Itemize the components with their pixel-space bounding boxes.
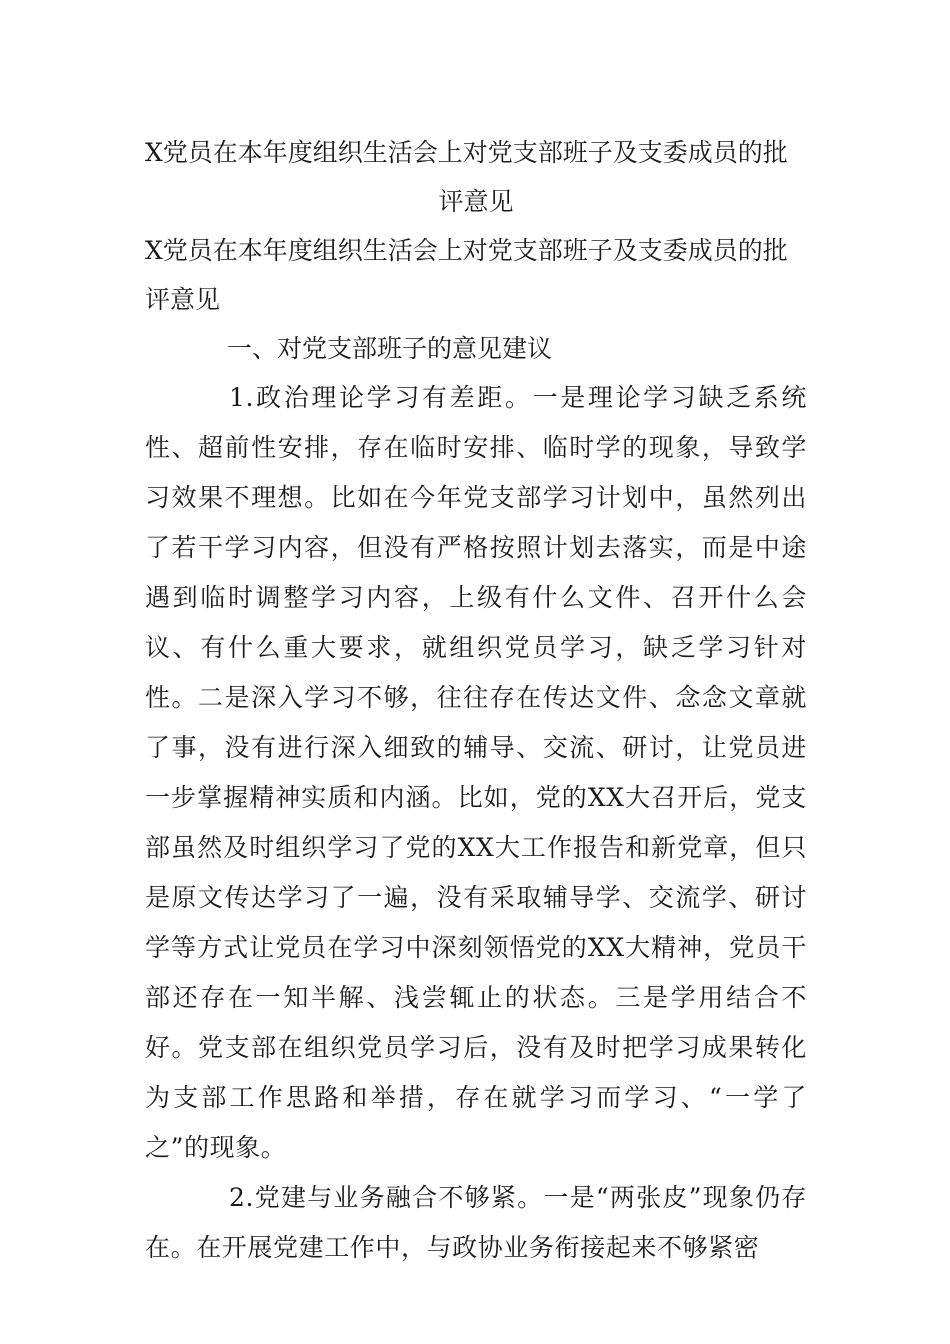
document-page: [145, 128, 807, 1273]
document-subtitle-line2: 评意见: [145, 285, 221, 314]
document-subtitle: [145, 226, 807, 324]
paragraph-2: 2.党建与业务融合不够紧。一是“两张皮”现象仍存在。在开展党建工作中，与政协业务衔接起来不够紧密: [145, 1183, 807, 1262]
document-title-line2: 评意见: [438, 187, 514, 216]
section-heading: 一、对党支部班子的意见建议: [227, 334, 553, 363]
paragraph-1: 1.政治理论学习有差距。一是理论学习缺乏系统性、超前性安排，存在临时安排、临时学的现象，导致学习效果不理想。比如在今年党支部学习计划中，虽然列出了若干学习内容，但没有严格按照计划去落实，而是中途遇到临时调整学习内容，上级有什么文件、召开什么会议、有什么重大要求，就组织党员学习，缺乏学习针对性。二是深入学习不够，往往存在传达文件、念念文章就了事，没有进行深入细致的辅导、交流、研讨，让党员进一步掌握精神实质和内涵。比如，党的XX大召开后，党支部虽然及时组织学习了党的XX大工作报告和新党章，但只是原文传达学习了一遍，没有采取辅导学、交流学、研讨学等方式让党员在学习中深刻领悟党的XX大精神，党员干部还存在一知半解、浅尝辄止的状态。三是学用结合不好。党支部在组织党员学习后，没有及时把学习成果转化为支部工作思路和举措，存在就学习而学习、“一学了之”的现象。: [145, 383, 807, 1162]
document-title-line1: X党员在本年度组织生活会上对党支部班子及支委成员的批: [145, 138, 788, 167]
document-title: [145, 128, 807, 226]
document-subtitle-line1: X党员在本年度组织生活会上对党支部班子及支委成员的批: [145, 236, 788, 265]
